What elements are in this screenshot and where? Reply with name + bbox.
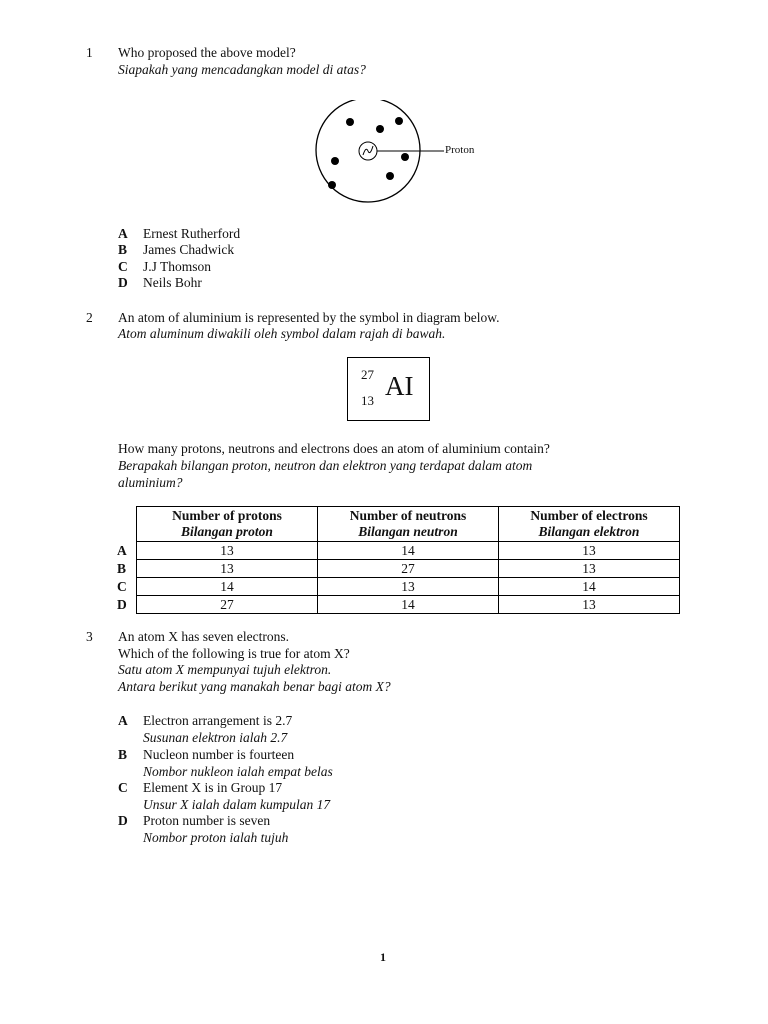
q2-question-ms-2: aluminium? [118, 475, 183, 490]
table-row [117, 560, 680, 578]
q1-option-d-letter: D [118, 275, 128, 290]
q3-option-d-en: Proton number is seven [143, 813, 271, 828]
q1-option-d-text: Neils Bohr [143, 275, 202, 290]
table-cell: 14 [499, 578, 680, 596]
proton-number: 13 [361, 393, 374, 408]
q2-number: 2 [86, 310, 93, 325]
q3-option-c-ms: Unsur X ialah dalam kumpulan 17 [143, 797, 331, 812]
header-electrons [499, 507, 680, 542]
table-cell: 14 [318, 596, 499, 614]
row-label: A [117, 543, 127, 558]
q1-option-b-text: James Chadwick [143, 242, 235, 257]
table-cell: 13 [499, 560, 680, 578]
table-cell: 27 [137, 596, 318, 614]
q3-option-a-en: Electron arrangement is 2.7 [143, 713, 293, 728]
page-number: 1 [380, 950, 386, 964]
row-label: B [117, 561, 127, 576]
q1-question-ms: Siapakah yang mencadangkan model di atas? [118, 62, 366, 77]
table-cell: 27 [318, 560, 499, 578]
q1-option-a-letter: A [118, 226, 128, 241]
table-cell: 14 [318, 542, 499, 560]
proton-label: Proton [445, 144, 475, 156]
nucleus-symbol [363, 146, 373, 155]
table-cell: 13 [499, 596, 680, 614]
header-protons [137, 507, 318, 542]
table-cell: 13 [499, 542, 680, 560]
header-neutrons-en: Number of neutrons [349, 508, 467, 523]
q1-option-c-text: J.J Thomson [143, 259, 212, 274]
q3-option-b-ms: Nombor nukleon ialah empat belas [143, 764, 333, 779]
q3-option-a-letter: A [118, 713, 128, 728]
element-symbol: AI [385, 371, 414, 401]
q3-number: 3 [86, 629, 93, 644]
table-row [117, 578, 680, 596]
q3-option-a-ms: Susunan elektron ialah 2.7 [143, 730, 288, 745]
q2-question-en: How many protons, neutrons and electrons does an atom of aluminium contain? [118, 441, 550, 456]
q3-option-c-letter: C [118, 780, 128, 795]
table-cell: 13 [318, 578, 499, 596]
q3-line-2: Which of the following is true for atom X? [118, 646, 350, 661]
mass-number: 27 [361, 367, 374, 382]
table-row [117, 542, 680, 560]
header-electrons-en: Number of electrons [530, 508, 648, 523]
electron [346, 118, 354, 126]
table-header-row [117, 507, 680, 542]
header-protons-ms: Bilangan proton [181, 524, 273, 539]
q2-intro-en: An atom of aluminium is represented by the symbol in diagram below. [118, 310, 500, 325]
q3-line-3: Satu atom X mempunyai tujuh elektron. [118, 662, 332, 677]
table-cell: 13 [137, 542, 318, 560]
q1-question-en: Who proposed the above model? [118, 45, 296, 60]
q3-option-c-en: Element X is in Group 17 [143, 780, 283, 795]
row-label: D [117, 597, 127, 612]
electron [331, 157, 339, 165]
element-symbol-box [347, 357, 430, 421]
q1-option-c-letter: C [118, 259, 128, 274]
q2-question-ms-1: Berapakah bilangan proton, neutron dan elektron yang terdapat dalam atom [118, 458, 533, 473]
q1-option-a-text: Ernest Rutherford [143, 226, 241, 241]
q1-option-b-letter: B [118, 242, 128, 257]
q3-line-4: Antara berikut yang manakah benar bagi atom X? [118, 679, 391, 694]
electron [401, 153, 409, 161]
electron [395, 117, 403, 125]
header-spacer [117, 507, 137, 542]
q3-option-b-en: Nucleon number is fourteen [143, 747, 295, 762]
table-cell: 14 [137, 578, 318, 596]
table-row [117, 596, 680, 614]
header-protons-en: Number of protons [172, 508, 282, 523]
electron [376, 125, 384, 133]
particles-table [117, 506, 680, 614]
q1-number: 1 [86, 45, 93, 60]
electron [328, 181, 336, 189]
q3-option-d-ms: Nombor proton ialah tujuh [143, 830, 289, 845]
q3-option-b-letter: B [118, 747, 128, 762]
q3-option-d-letter: D [118, 813, 128, 828]
header-electrons-ms: Bilangan elektron [538, 524, 640, 539]
header-neutrons-ms: Bilangan neutron [358, 524, 458, 539]
q2-intro-ms: Atom aluminum diwakili oleh symbol dalam rajah di bawah. [118, 326, 446, 341]
header-neutrons [318, 507, 499, 542]
row-label: C [117, 579, 127, 594]
electron [386, 172, 394, 180]
table-cell: 13 [137, 560, 318, 578]
q3-line-1: An atom X has seven electrons. [118, 629, 289, 644]
